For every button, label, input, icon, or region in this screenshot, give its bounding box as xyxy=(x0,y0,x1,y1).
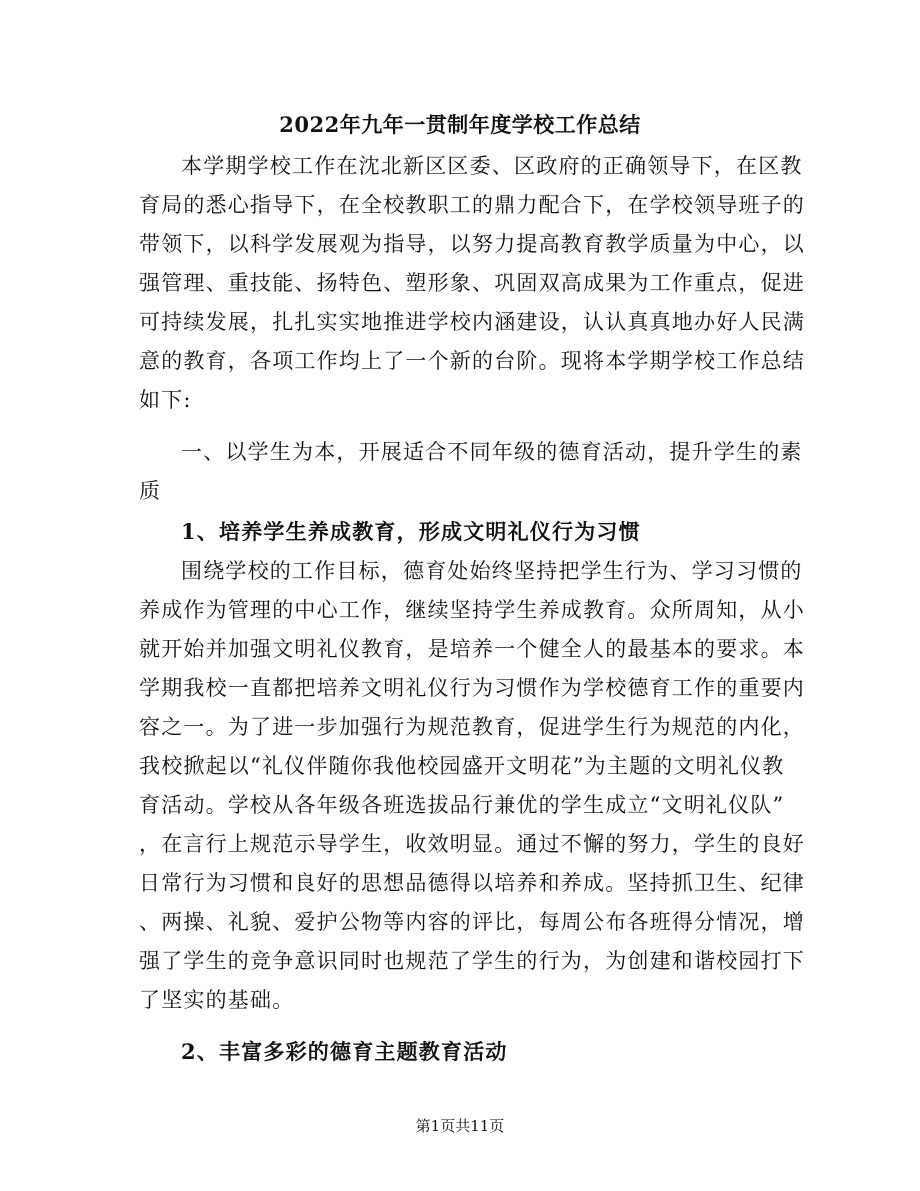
section-heading-line: 一、以学生为本，开展适合不同年级的德育活动，提升学生的素 xyxy=(181,440,803,464)
paragraph-line: 本学期学校工作在沈北新区区委、区政府的正确领导下，在区教 xyxy=(181,154,803,178)
paragraph-line: 带领下，以科学发展观为指导，以努力提高教育教学质量为中心，以 xyxy=(139,232,805,256)
paragraph-line: 容之一。为了进一步加强行为规范教育，促进学生行为规范的内化， xyxy=(139,715,805,739)
paragraph-line: 我校掀起以“礼仪伴随你我他校园盛开文明花”为主题的文明礼仪教 xyxy=(139,754,785,778)
paragraph-line: 强了学生的竞争意识同时也规范了学生的行为，为创建和谐校园打下 xyxy=(139,949,805,973)
paragraph-line: 围绕学校的工作目标，德育处始终坚持把学生行为、学习习惯的 xyxy=(181,559,803,583)
document-title: 2022年九年一贯制年度学校工作总结 xyxy=(279,112,641,137)
paragraph-line: 、两操、礼貌、爱护公物等内容的评比，每周公布各班得分情况，增 xyxy=(139,910,805,934)
section-heading-line: 质 xyxy=(139,479,162,503)
paragraph-line: 育活动。学校从各年级各班选拔品行兼优的学生成立“文明礼仪队” xyxy=(139,793,785,817)
page-footer: 第1页共11页 xyxy=(415,1117,505,1135)
paragraph-line: 了坚实的基础。 xyxy=(139,988,295,1012)
paragraph-line: 意的教育，各项工作均上了一个新的台阶。现将本学期学校工作总结 xyxy=(139,349,805,373)
paragraph-line: 如下: xyxy=(139,388,192,412)
paragraph-line: 养成作为管理的中心工作，继续坚持学生养成教育。众所周知，从小 xyxy=(139,598,805,622)
paragraph-line: 就开始并加强文明礼仪教育，是培养一个健全人的最基本的要求。本 xyxy=(139,637,805,661)
subsection-heading: 1、培养学生养成教育，形成文明礼仪行为习惯 xyxy=(181,519,641,544)
paragraph-line: 学期我校一直都把培养文明礼仪行为习惯作为学校德育工作的重要内 xyxy=(139,676,805,700)
paragraph-line: 育局的悉心指导下，在全校教职工的鼎力配合下，在学校领导班子的 xyxy=(139,193,805,217)
paragraph-line: 强管理、重技能、扬特色、塑形象、巩固双高成果为工作重点，促进 xyxy=(139,271,805,295)
subsection-heading: 2、丰富多彩的德育主题教育活动 xyxy=(181,1039,508,1064)
paragraph-line: 日常行为习惯和良好的思想品德得以培养和养成。坚持抓卫生、纪律 xyxy=(139,871,805,895)
paragraph-line: 可持续发展，扎扎实实地推进学校内涵建设，认认真真地办好人民满 xyxy=(139,310,805,334)
paragraph-line: ，在言行上规范示导学生，收效明显。通过不懈的努力，学生的良好 xyxy=(139,832,805,856)
